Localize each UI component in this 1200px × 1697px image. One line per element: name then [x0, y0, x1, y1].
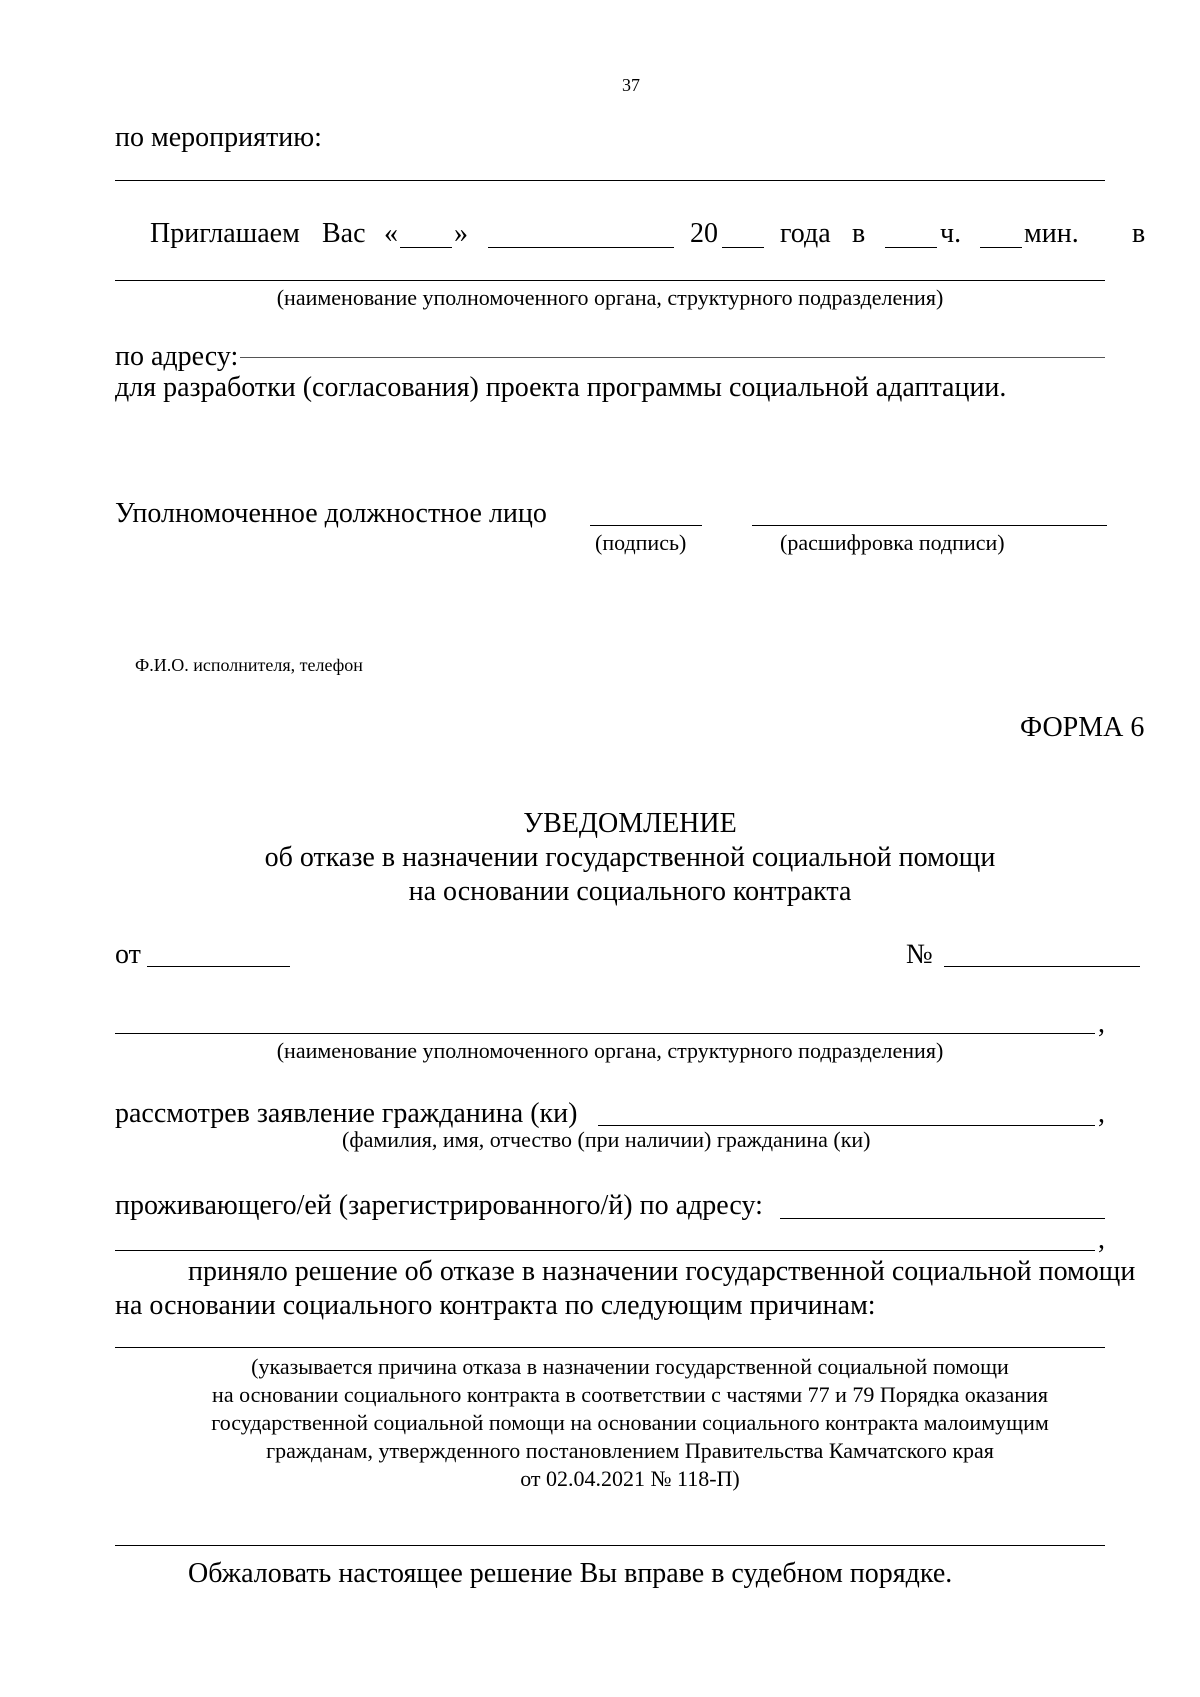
- invite-hours: ч.: [940, 218, 962, 249]
- reason-underline-2: [115, 1545, 1105, 1546]
- page-number: 37: [622, 75, 640, 95]
- purpose-text: для разработки (согласования) проекта программы социальной адаптации.: [115, 372, 1007, 403]
- org-comma: ,: [1098, 1008, 1105, 1039]
- reason-caption-2: на основании социального контракта в соответствии с частями 77 и 79 Порядка оказания: [212, 1382, 1048, 1407]
- residing-comma: ,: [1098, 1224, 1105, 1255]
- signature-caption: (подпись): [595, 530, 687, 555]
- reason-caption-4: гражданам, утвержденного постановлением Правительства Камчатского края: [266, 1438, 994, 1463]
- invite-minutes: мин.: [1024, 218, 1079, 249]
- decision-line-2: на основании социального контракта по следующим причинам:: [115, 1290, 876, 1321]
- reason-caption-5: от 02.04.2021 № 118-П): [520, 1466, 740, 1491]
- invite-year-blank: [722, 247, 764, 248]
- number-blank: [944, 966, 1140, 967]
- reason-underline: [115, 1347, 1105, 1348]
- signature-decode-line: [752, 525, 1107, 526]
- event-label: по мероприятию:: [115, 122, 322, 153]
- invite-quote-open: «: [384, 218, 398, 249]
- from-label: от: [115, 939, 141, 970]
- invite-day-blank: [400, 247, 452, 248]
- invite-lead: Приглашаем: [150, 218, 300, 249]
- form-label: ФОРМА 6: [1020, 712, 1145, 743]
- residing-address-blank: [780, 1218, 1105, 1219]
- citizen-comma: ,: [1098, 1098, 1105, 1129]
- org-caption-1: (наименование уполномоченного органа, структурного подразделения): [276, 285, 944, 310]
- residing-label: проживающего/ей (зарегистрированного/й) по адресу:: [115, 1190, 763, 1221]
- citizen-name-blank: [598, 1125, 1095, 1126]
- invite-month-blank: [488, 247, 674, 248]
- org-underline-1: [115, 280, 1105, 281]
- signature-decode-caption: (расшифровка подписи): [780, 530, 1005, 555]
- form-subtitle-1: об отказе в назначении государственной социальной помощи: [264, 842, 996, 873]
- invite-minutes-blank: [980, 247, 1022, 248]
- form-subtitle-2: на основании социального контракта: [408, 876, 852, 907]
- appeal-text: Обжаловать настоящее решение Вы вправе в судебном порядке.: [188, 1558, 953, 1589]
- executor-label: Ф.И.О. исполнителя, телефон: [135, 655, 363, 675]
- address-underline: [240, 357, 1105, 358]
- event-underline: [115, 180, 1105, 181]
- form-title: УВЕДОМЛЕНИЕ: [523, 808, 737, 839]
- address-label: по адресу:: [115, 341, 239, 372]
- invite-hours-blank: [885, 247, 937, 248]
- from-date-blank: [147, 966, 290, 967]
- invite-year-prefix: 20: [690, 218, 718, 249]
- residing-address-blank-2: [115, 1250, 1095, 1251]
- signature-line: [590, 525, 702, 526]
- invite-in-2: в: [1132, 218, 1146, 249]
- decision-line-1: приняло решение об отказе в назначении государственной социальной помощи: [188, 1256, 1136, 1287]
- org-underline-2: [115, 1033, 1095, 1034]
- reason-caption-1: (указывается причина отказа в назначении государственной социальной помощи: [251, 1354, 1009, 1379]
- invite-quote-close: »: [454, 218, 468, 249]
- considered-label: рассмотрев заявление гражданина (ки): [115, 1098, 578, 1129]
- org-caption-2: (наименование уполномоченного органа, структурного подразделения): [276, 1038, 944, 1063]
- number-label: №: [906, 939, 933, 970]
- invite-you: Вас: [322, 218, 366, 249]
- reason-caption-3: государственной социальной помощи на основании социального контракта малоимущим: [211, 1410, 1049, 1435]
- invite-year-word: года: [780, 218, 831, 249]
- official-label: Уполномоченное должностное лицо: [115, 498, 547, 529]
- citizen-caption: (фамилия, имя, отчество (при наличии) гражданина (ки): [342, 1127, 871, 1152]
- invite-in-1: в: [852, 218, 866, 249]
